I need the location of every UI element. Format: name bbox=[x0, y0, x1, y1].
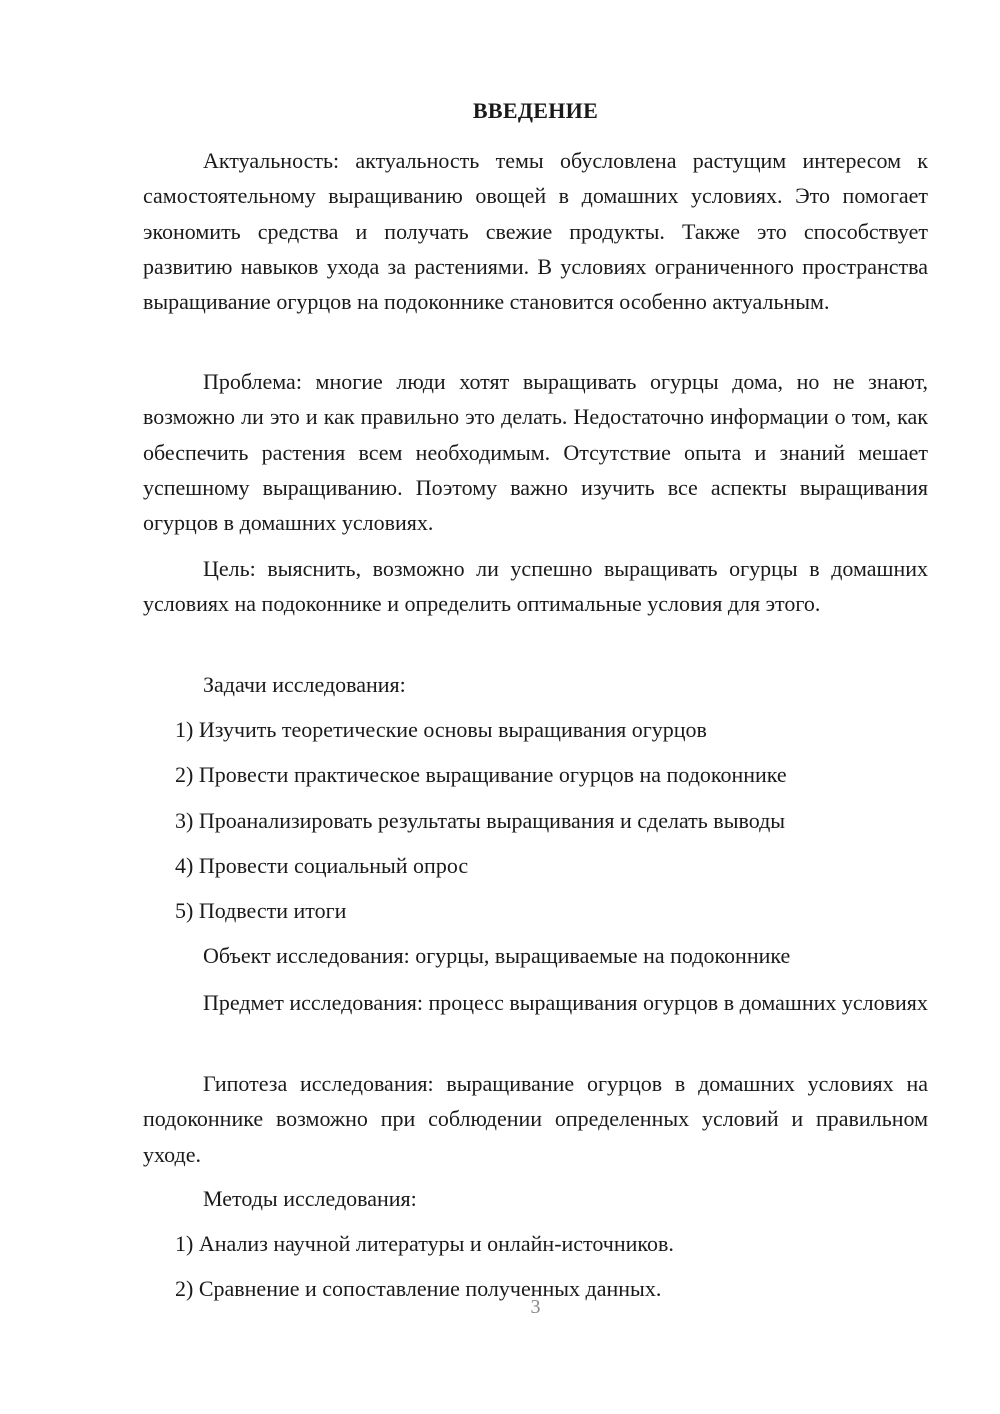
tasks-heading: Задачи исследования: bbox=[203, 672, 406, 697]
problem-paragraph: Проблема: многие люди хотят выращивать огурцы дома, но не знают, возможно ли это и как правильно это делать. Недостаточно информации о том, как обеспечить растения всем необходимым. Отсутствие опыта и знаний мешает успешному выращиванию. Поэтому важно изучить все аспекты выращивания огурцов в домашних условиях. bbox=[143, 369, 928, 536]
task-item: 4) Провести социальный опрос bbox=[175, 853, 469, 878]
hypothesis-paragraph: Гипотеза исследования: выращивание огурцов в домашних условиях на подоконнике возможно при соблюдении определенных условий и правильном уходе. bbox=[143, 1071, 928, 1167]
methods-heading: Методы исследования: bbox=[203, 1186, 417, 1211]
page-number: 3 bbox=[530, 1296, 541, 1318]
document-page bbox=[143, 0, 928, 1414]
task-item: 3) Проанализировать результаты выращивания и сделать выводы bbox=[175, 808, 786, 833]
task-item: 1) Изучить теоретические основы выращивания огурцов bbox=[175, 717, 707, 742]
relevance-paragraph: Актуальность: актуальность темы обусловлена растущим интересом к самостоятельному выращиванию овощей в домашних условиях. Это помогает экономить средства и получать свежие продукты. Также это способствует развитию навыков ухода за растениями. В условиях ограниченного пространства выращивание огурцов на подоконнике становится особенно актуальным. bbox=[143, 148, 928, 315]
subject-paragraph: Предмет исследования: процесс выращивания огурцов в домашних условиях bbox=[203, 990, 928, 1015]
goal-paragraph: Цель: выяснить, возможно ли успешно выращивать огурцы в домашних условиях на подоконнике и определить оптимальные условия для этого. bbox=[143, 556, 928, 617]
task-item: 2) Провести практическое выращивание огурцов на подоконнике bbox=[175, 762, 787, 787]
method-item: 1) Анализ научной литературы и онлайн-источников. bbox=[175, 1231, 674, 1256]
page-title: ВВЕДЕНИЕ bbox=[472, 98, 599, 123]
task-item: 5) Подвести итоги bbox=[175, 898, 347, 923]
method-item: 2) Сравнение и сопоставление полученных данных. bbox=[175, 1276, 662, 1301]
object-paragraph: Объект исследования: огурцы, выращиваемые на подоконнике bbox=[203, 943, 791, 968]
